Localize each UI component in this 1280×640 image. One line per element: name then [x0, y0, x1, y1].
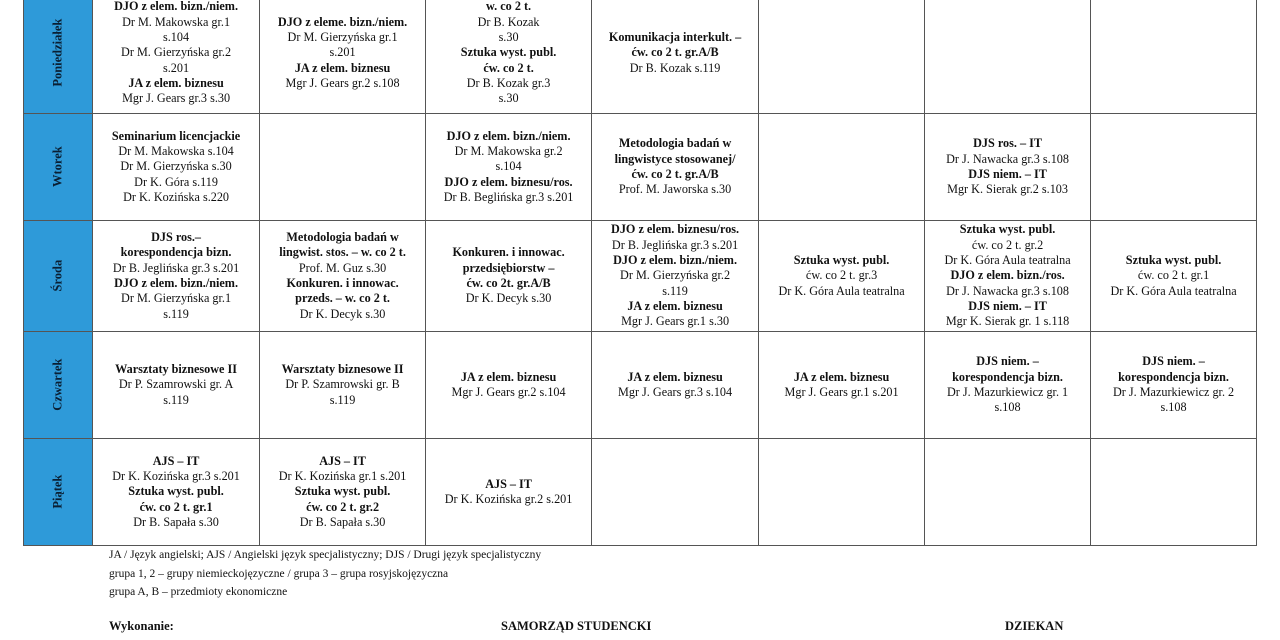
- class-cell: [925, 114, 1091, 221]
- course-title: JA z elem. biznesu: [294, 60, 391, 75]
- course-detail: Dr K. Kozińska gr.3 s.201: [112, 469, 240, 484]
- course-title: JA z elem. biznesu: [128, 75, 224, 90]
- course-detail: Dr K. Decyk s.30: [465, 291, 552, 306]
- course-detail: Dr K. Kozińska gr.2 s.201: [444, 492, 573, 506]
- course-detail: Dr K. Kozińska s.220: [123, 189, 230, 204]
- course-title: Sztuka wyst. publ.: [460, 45, 557, 60]
- class-cell: [426, 221, 592, 332]
- class-cell: [93, 114, 260, 221]
- class-cell: [1091, 221, 1257, 332]
- course-detail: Dr M. Gierzyńska gr.2: [121, 45, 232, 60]
- course-title: Warsztaty biznesowe II: [115, 362, 237, 377]
- course-title: DJO z elem. bizn./niem.: [114, 0, 238, 14]
- day-label: Piątek: [50, 474, 65, 510]
- course-detail: Dr J. Mazurkiewicz gr. 2: [1112, 385, 1235, 399]
- course-title: Sztuka wyst. publ.: [128, 484, 224, 499]
- course-title: JA z elem. biznesu: [627, 369, 723, 384]
- course-title: ćw. co 2 t.: [483, 60, 534, 75]
- course-title: DJS ros. – IT: [973, 136, 1042, 151]
- course-detail: ćw. co 2 t. gr.1: [1137, 268, 1210, 283]
- course-title: DJS niem. –: [1142, 354, 1205, 369]
- course-title: JA z elem. biznesu: [793, 369, 890, 384]
- course-detail: Dr B. Kozak: [477, 14, 540, 29]
- day-label-cell: [24, 114, 93, 221]
- course-detail: Dr K. Góra Aula teatralna: [944, 253, 1071, 268]
- course-title: Metodologia badań w: [286, 230, 399, 245]
- course-detail: s.30: [498, 30, 519, 45]
- course-title: Sztuka wyst. publ.: [294, 484, 391, 499]
- course-title: DJO z elem. bizn./niem.: [114, 276, 238, 290]
- course-detail: Mgr J. Gears gr.2 s.104: [451, 385, 566, 399]
- course-title: Komunikacja interkult. –: [608, 30, 742, 45]
- day-label-cell: [24, 439, 93, 546]
- day-label-cell: [24, 0, 93, 114]
- course-title: ćw. co 2 t. gr.A/B: [631, 45, 719, 60]
- course-detail: Dr J. Mazurkiewicz gr. 1: [946, 385, 1069, 399]
- class-cell: [260, 0, 426, 114]
- empty-cell: [1091, 0, 1257, 114]
- course-detail: Dr B. Jeglińska gr.3 s.201: [611, 237, 739, 252]
- course-detail: Dr J. Nawacka gr.3 s.108: [946, 151, 1069, 166]
- course-detail: Dr P. Szamrowski gr. A: [118, 377, 234, 392]
- course-detail: Dr K. Góra Aula teatralna: [778, 283, 905, 298]
- course-detail: Dr M. Makowska gr.1: [122, 14, 231, 29]
- course-detail: Mgr J. Gears gr.1 s.201: [784, 385, 899, 399]
- course-detail: Mgr J. Gears gr.1 s.30: [621, 314, 730, 329]
- day-row: [24, 332, 1257, 439]
- course-detail: Mgr K. Sierak gr.2 s.103: [947, 182, 1068, 197]
- class-cell: [426, 439, 592, 546]
- day-label: Wtorek: [50, 146, 65, 188]
- course-title: Sztuka wyst. publ.: [959, 222, 1056, 237]
- course-detail: Dr M. Gierzyńska gr.2: [620, 268, 731, 283]
- signature-row: [0, 619, 1280, 639]
- course-title: przeds. – w. co 2 t.: [295, 291, 390, 306]
- course-detail: s.201: [163, 60, 190, 75]
- day-row: [24, 221, 1257, 332]
- course-detail: s.119: [163, 392, 189, 407]
- course-title: Sztuka wyst. publ.: [1125, 253, 1222, 268]
- course-title: DJO z elem. bizn./niem.: [613, 253, 737, 268]
- class-cell: [260, 221, 426, 332]
- course-detail: Dr P. Szamrowski gr. B: [285, 377, 400, 392]
- course-detail: Dr J. Nawacka gr.3 s.108: [946, 283, 1069, 298]
- course-title: korespondencja bizn.: [120, 245, 232, 260]
- course-detail: Mgr J. Gears gr.3 s.30: [122, 91, 231, 106]
- empty-cell: [759, 439, 925, 546]
- course-title: Metodologia badań w: [618, 136, 732, 151]
- course-title: JA z elem. biznesu: [460, 369, 557, 384]
- course-title: lingwist. stos. – w. co 2 t.: [279, 245, 406, 260]
- course-detail: ćw. co 2 t. gr.2: [971, 237, 1044, 252]
- class-cell: [592, 221, 759, 332]
- course-title: korespondencja bizn.: [952, 369, 1063, 384]
- class-cell: [592, 114, 759, 221]
- empty-cell: [759, 0, 925, 114]
- course-detail: Mgr J. Gears gr.3 s.104: [618, 385, 733, 399]
- class-cell: [925, 332, 1091, 439]
- course-title: Warsztaty biznesowe II: [281, 362, 404, 377]
- course-detail: s.104: [495, 159, 522, 174]
- empty-cell: [759, 114, 925, 221]
- course-title: DJS niem. – IT: [968, 298, 1047, 313]
- class-cell: [93, 439, 260, 546]
- day-row: [24, 439, 1257, 546]
- course-title: DJS ros.–: [151, 230, 201, 245]
- class-cell: [426, 114, 592, 221]
- course-detail: Dr M. Makowska s.104: [118, 144, 234, 159]
- day-label: Poniedziałek: [50, 18, 65, 88]
- class-cell: [260, 332, 426, 439]
- course-title: AJS – IT: [152, 453, 200, 468]
- class-cell: [260, 439, 426, 546]
- day-label: Czwartek: [50, 358, 65, 412]
- course-title: AJS – IT: [319, 453, 366, 468]
- course-detail: Dr B. Sapała s.30: [299, 514, 386, 529]
- course-detail: Dr K. Kozińska gr.1 s.201: [278, 469, 407, 484]
- course-title: ćw. co 2 t. gr.A/B: [631, 167, 719, 181]
- legend-line: grupa A, B – przedmioty ekonomiczne: [109, 586, 288, 598]
- signature-samorzad: SAMORZĄD STUDENCKI: [501, 619, 652, 633]
- legend: [109, 546, 541, 602]
- legend-line: JA / Język angielski; AJS / Angielski język specjalistyczny; DJS / Drugi język specjalistyczny: [109, 549, 542, 561]
- day-label-cell: [24, 332, 93, 439]
- course-title: DJO z elem. bizn./niem.: [446, 128, 571, 143]
- course-detail: s.201: [329, 45, 356, 60]
- course-detail: Dr M. Gierzyńska gr.1: [287, 30, 398, 45]
- course-detail: Dr K. Góra s.119: [134, 174, 218, 189]
- empty-cell: [925, 439, 1091, 546]
- course-title: DJO z elem. bizn./ros.: [950, 268, 1065, 283]
- signature-wykonanie: Wykonanie:: [109, 619, 174, 633]
- course-detail: Mgr K. Sierak gr. 1 s.118: [945, 314, 1070, 329]
- empty-cell: [1091, 114, 1257, 221]
- day-label: Środa: [50, 260, 65, 292]
- schedule-body: [24, 0, 1257, 546]
- course-title: Seminarium licencjackie: [111, 128, 241, 143]
- course-title: AJS – IT: [485, 476, 532, 491]
- course-detail: Mgr J. Gears gr.2 s.108: [285, 75, 400, 90]
- course-title: DJS niem. – IT: [968, 167, 1047, 181]
- course-title: DJS niem. –: [976, 354, 1039, 369]
- day-label-cell: [24, 221, 93, 332]
- course-title: DJO z elem. biznesu/ros.: [444, 174, 573, 189]
- course-detail: s.108: [1160, 400, 1187, 415]
- class-cell: [426, 332, 592, 439]
- empty-cell: [592, 439, 759, 546]
- course-detail: s.119: [662, 283, 688, 298]
- course-detail: Dr B. Sapała s.30: [133, 514, 219, 529]
- course-detail: Dr B. Jeglińska gr.3 s.201: [112, 260, 240, 275]
- empty-cell: [1091, 439, 1257, 546]
- legend-line: grupa 1, 2 – grupy niemieckojęzyczne / grupa 3 – grupa rosyjskojęzyczna: [109, 567, 449, 580]
- class-cell: [93, 332, 260, 439]
- class-cell: [592, 332, 759, 439]
- course-title: ćw. co 2 t. gr.2: [306, 499, 380, 514]
- course-detail: ćw. co 2 t. gr.3: [805, 268, 878, 283]
- course-title: ćw. co 2 t. gr.1: [139, 499, 213, 514]
- course-detail: s.108: [994, 400, 1021, 415]
- course-detail: Dr M. Gierzyńska gr.1: [121, 291, 232, 306]
- course-title: Konkuren. i innowac.: [452, 245, 565, 260]
- course-title: Konkuren. i innowac.: [286, 276, 399, 290]
- course-title: przedsiębiorstw –: [462, 260, 555, 275]
- class-cell: [93, 0, 260, 114]
- course-detail: Dr M. Makowska gr.2: [454, 144, 563, 159]
- course-title: w. co 2 t.: [486, 0, 532, 14]
- day-row: [24, 114, 1257, 221]
- empty-cell: [260, 114, 426, 221]
- course-title: ćw. co 2t. gr.A/B: [466, 276, 551, 290]
- course-title: JA z elem. biznesu: [627, 298, 723, 313]
- course-title: korespondencja bizn.: [1118, 369, 1229, 384]
- course-detail: Prof. M. Guz s.30: [298, 260, 387, 275]
- day-row: [24, 0, 1257, 114]
- class-cell: [1091, 332, 1257, 439]
- class-cell: [759, 221, 925, 332]
- class-cell: [426, 0, 592, 114]
- course-title: lingwistyce stosowanej/: [614, 151, 736, 166]
- course-detail: Dr K. Góra Aula teatralna: [1110, 283, 1237, 298]
- course-detail: Dr B. Kozak s.119: [629, 60, 721, 75]
- class-cell: [759, 332, 925, 439]
- empty-cell: [925, 0, 1091, 114]
- signature-dziekan: DZIEKAN: [1005, 619, 1064, 633]
- course-title: Sztuka wyst. publ.: [793, 253, 890, 268]
- course-detail: Dr M. Gierzyńska s.30: [120, 159, 232, 174]
- course-detail: Prof. M. Jaworska s.30: [618, 182, 732, 197]
- schedule-table: [23, 0, 1257, 546]
- course-detail: s.30: [498, 91, 519, 106]
- course-title: DJO z elem. biznesu/ros.: [611, 222, 740, 237]
- class-cell: [93, 221, 260, 332]
- course-detail: Dr K. Decyk s.30: [299, 306, 386, 321]
- class-cell: [925, 221, 1091, 332]
- course-detail: Dr B. Kozak gr.3: [466, 75, 551, 90]
- course-detail: s.104: [163, 30, 190, 45]
- course-detail: s.119: [163, 306, 189, 321]
- course-detail: Dr B. Beglińska gr.3 s.201: [443, 189, 574, 204]
- course-detail: s.119: [329, 392, 356, 407]
- class-cell: [592, 0, 759, 114]
- course-title: DJO z eleme. bizn./niem.: [277, 14, 408, 29]
